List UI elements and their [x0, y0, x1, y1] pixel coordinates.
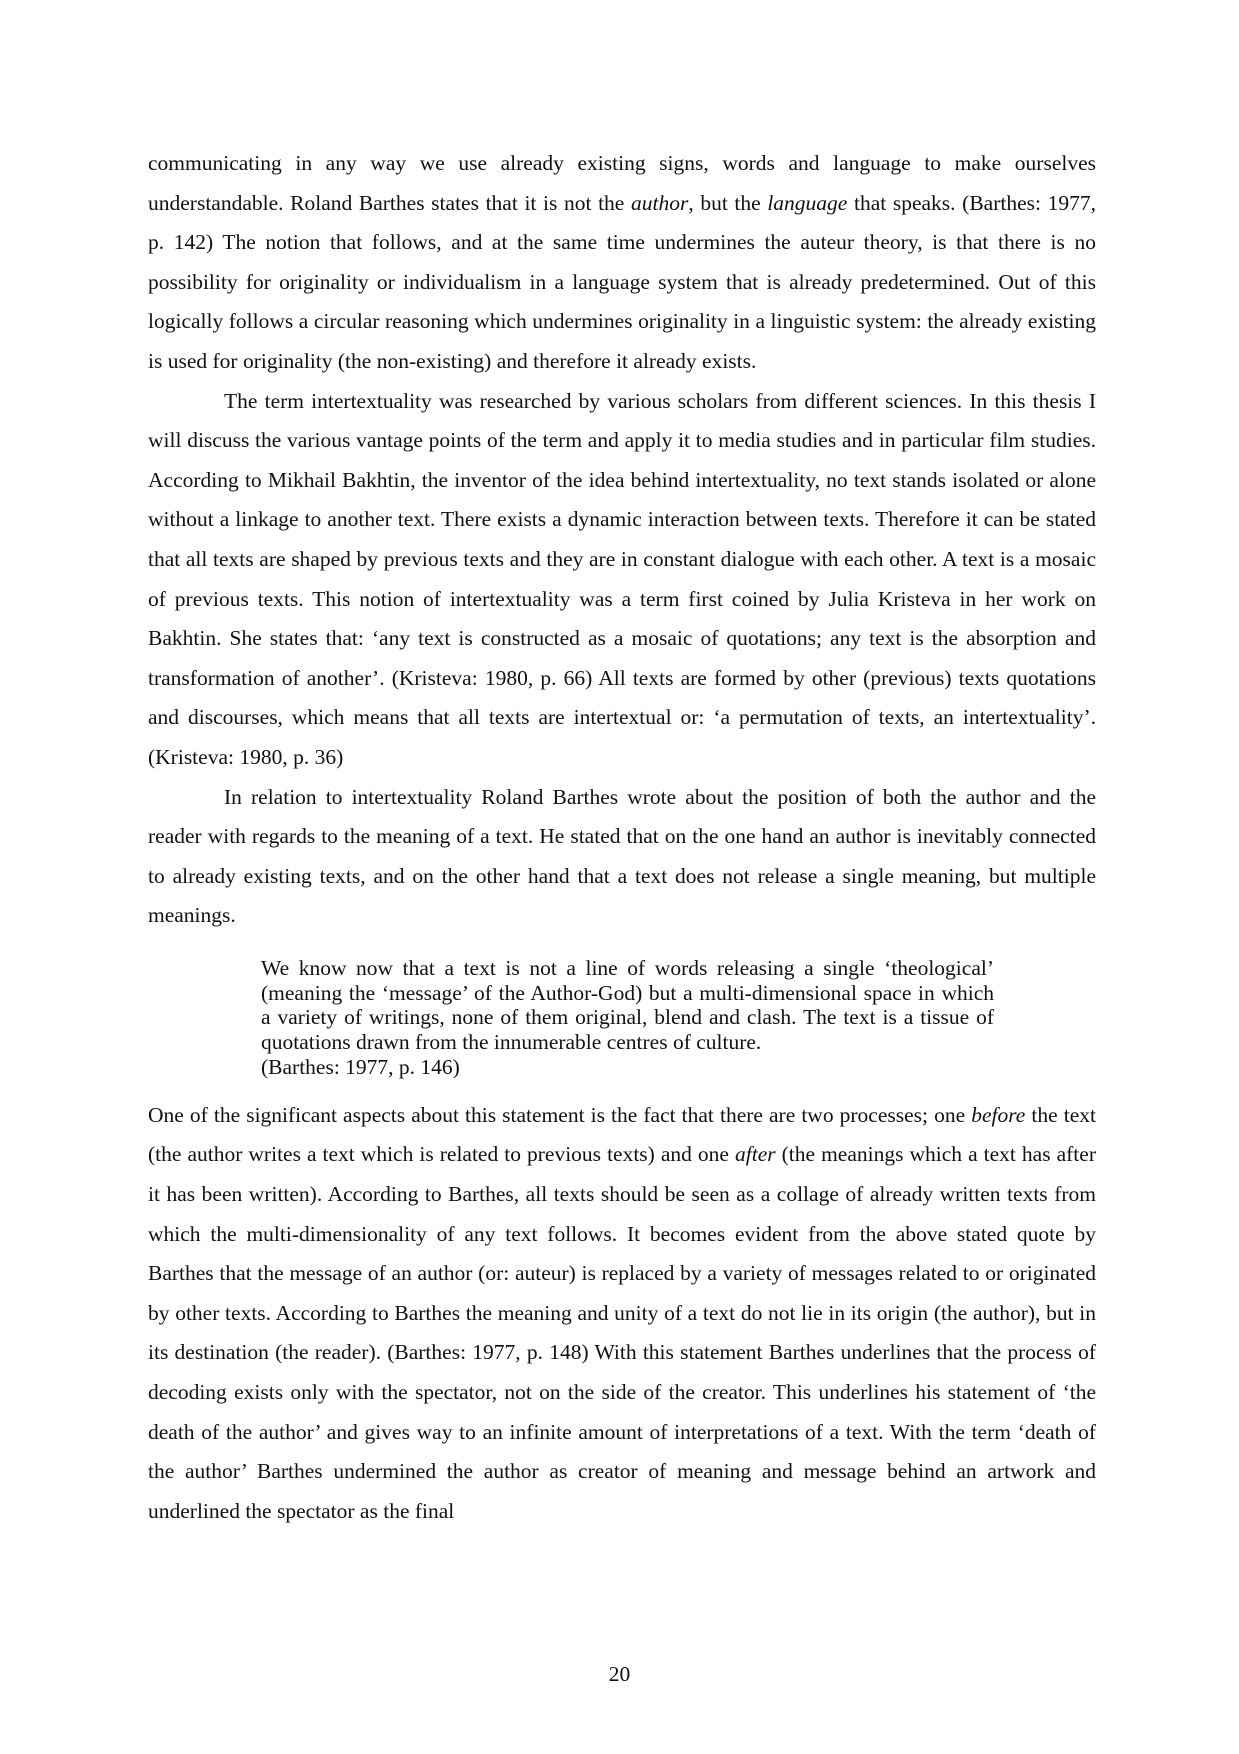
- block-quote-text: We know now that a text is not a line of words releasing a single ‘theological’ (meaning the ‘message’ of the Author-God) but a multi-dimensional space in which a variety of writings, none of them original, blend and clash. The text is a tissue of quotations drawn from the innumerable centres of culture.: [261, 955, 994, 1055]
- paragraph-4-text: One of the significant aspects about this statement is the fact that there are two processes; one: [148, 1102, 972, 1127]
- italic-word-author: author: [630, 190, 689, 215]
- italic-word-language: language: [767, 190, 848, 215]
- paragraph-3: [148, 778, 1096, 936]
- block-quote-citation: (Barthes: 1977, p. 146): [261, 1055, 460, 1080]
- paragraph-1-text: that speaks. (Barthes: 1977, p. 142) The notion that follows, and at the same time undermines the auteur theory, is that there is no possibility for originality or individualism in a language system that is already predetermined. Out of this logically follows a circular reasoning which undermines originality in a linguistic system: the already existing is used for originality (the non-existing) and therefore it already exists.: [148, 190, 1096, 373]
- paragraph-1-text: communicating in any way we use already existing signs, words and language to make ourselves understandable. Roland Barthes states that it is not the: [148, 151, 1096, 215]
- paragraph-3-text: In relation to intertextuality Roland Barthes wrote about the position of both the author and the reader with regards to the meaning of a text. He stated that on the one hand an author is inevitably connected to already existing texts, and on the other hand that a text does not release a single meaning, but multiple meanings.: [148, 784, 1096, 928]
- italic-word-before: before: [971, 1102, 1026, 1127]
- paragraph-4: [148, 1096, 1096, 1532]
- block-quote: [261, 956, 994, 1080]
- paragraph-1-text: , but the: [688, 190, 768, 215]
- page-number: 20: [608, 1662, 631, 1686]
- paragraph-4-text: the text (the author writes a text which is related to previous texts) and one: [148, 1102, 1096, 1167]
- paragraph-2: [148, 382, 1096, 778]
- paragraph-1: [148, 144, 1096, 382]
- body-text: [148, 144, 1096, 1531]
- paragraph-2-text: The term intertextuality was researched by various scholars from different sciences. In this thesis I will discuss the various vantage points of the term and apply it to media studies and in particular film studies. According to Mikhail Bakhtin, the inventor of the idea behind intertextuality, no text stands isolated or alone without a linkage to another text. There exists a dynamic interaction between texts. Therefore it can be stated that all texts are shaped by previous texts and they are in constant dialogue with each other. A text is a mosaic of previous texts. This notion of intertextuality was a term first coined by Julia Kristeva in her work on Bakhtin. She states that: ‘any text is constructed as a mosaic of quotations; any text is the absorption and transformation of another’. (Kristeva: 1980, p. 66) All texts are formed by other (previous) texts quotations and discourses, which means that all texts are intertextual or: ‘a permutation of texts, an intertextuality’. (Kristeva: 1980, p. 36): [148, 388, 1096, 769]
- paragraph-4-text: (the meanings which a text has after it has been written). According to Barthes, all texts should be seen as a collage of already written texts from which the multi-dimensionality of any text follows. It becomes evident from the above stated quote by Barthes that the message of an author (or: auteur) is replaced by a variety of messages related to or originated by other texts. According to Barthes the meaning and unity of a text do not lie in its origin (the author), but in its destination (the reader). (Barthes: 1977, p. 148) With this statement Barthes underlines that the process of decoding exists only with the spectator, not on the side of the creator. This underlines his statement of ‘the death of the author’ and gives way to an infinite amount of interpretations of a text. With the term ‘death of the author’ Barthes undermined the author as creator of meaning and message behind an artwork and underlined the spectator as the final: [148, 1142, 1096, 1523]
- italic-word-after: after: [735, 1142, 776, 1167]
